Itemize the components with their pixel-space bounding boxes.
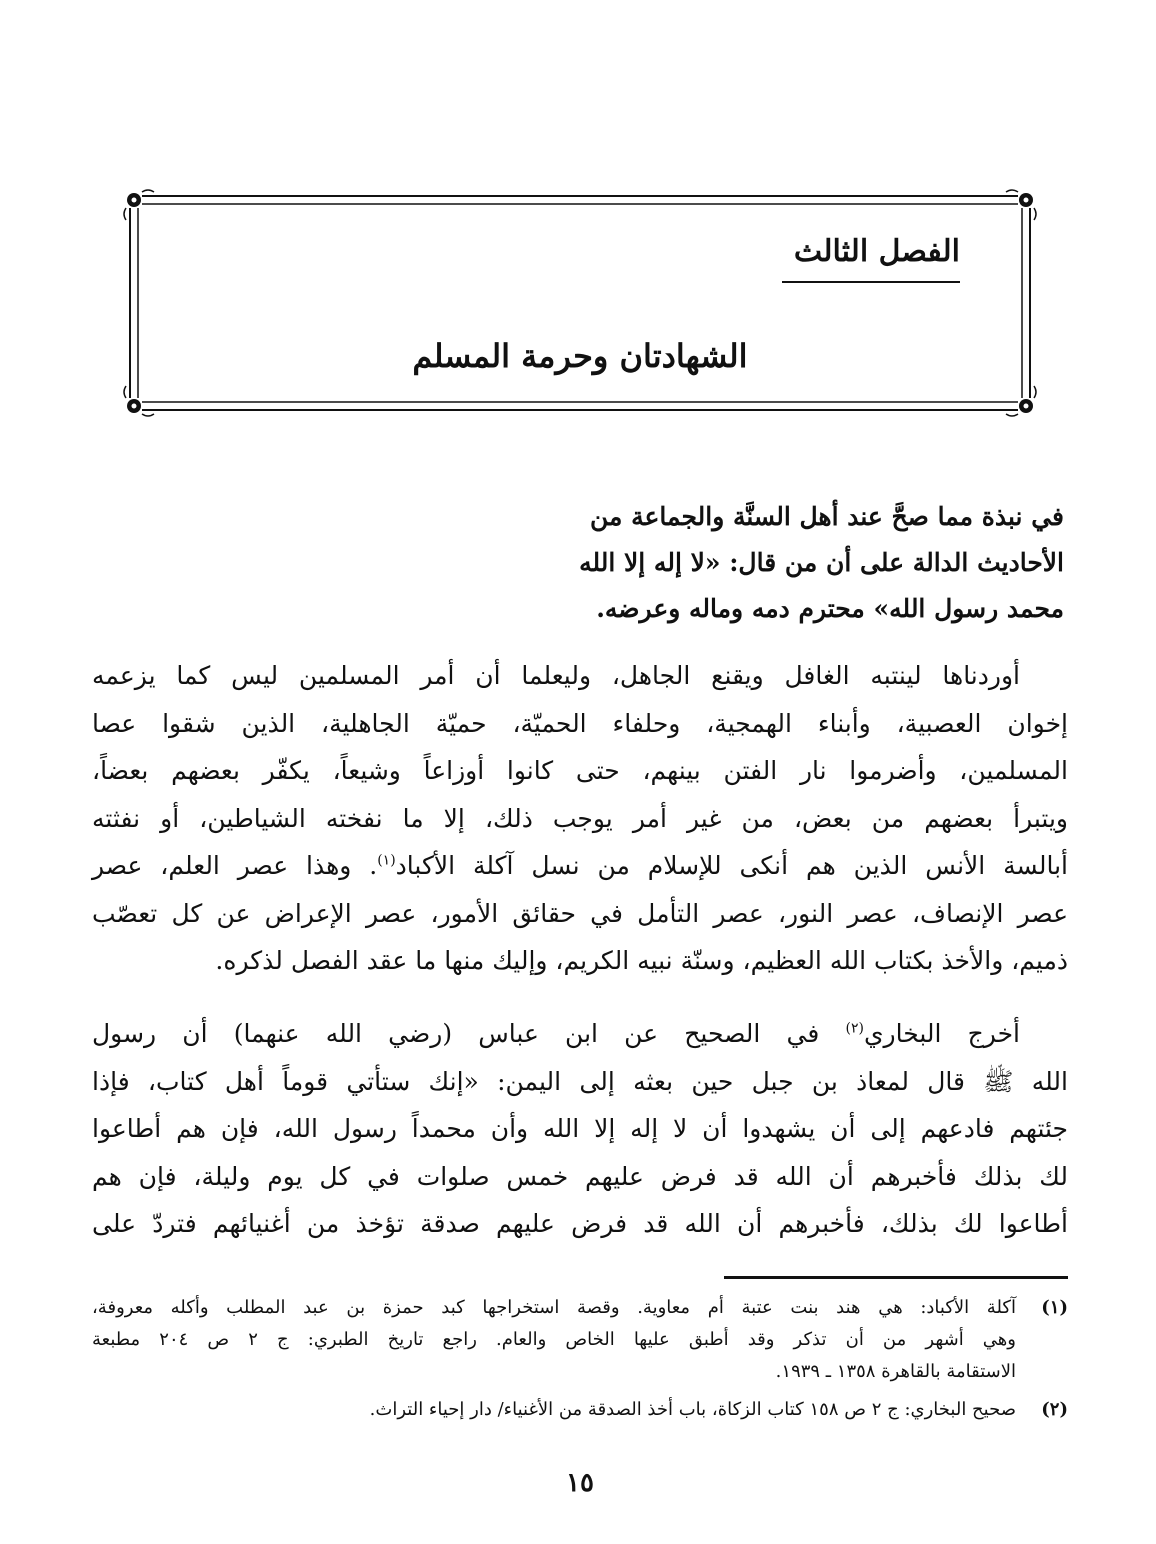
paragraph-line: إخوان العصبية، وأبناء الهمجية، وحلفاء الحميّة، حميّة الجاهلية، الذين شقوا عصا <box>92 708 1068 738</box>
intro-line: محمد رسول الله» محترم دمه وماله وعرضه. <box>596 594 1064 623</box>
chapter-label-underline <box>782 281 960 283</box>
paragraph-text: . وهذا عصر العلم، عصر <box>92 851 378 880</box>
paragraph-line: أوردناها لينتبه الغافل ويقنع الجاهل، وليعلما أن أمر المسلمين ليس كما يزعمه <box>92 661 1020 690</box>
paragraph-text: في الصحيح عن ابن عباس (رضي الله عنهما) أن رسول <box>92 1019 846 1048</box>
paragraph-text: أبالسة الأنس الذين هم أنكى للإسلام من نسل آكلة الأكباد <box>395 851 1068 880</box>
paragraph-line <box>92 1010 1068 1058</box>
paragraph-line: ويتبرأ بعضهم من بعض، من غير أمر يوجب ذلك، إلا ما نفخته الشياطين، أو نفثته <box>92 803 1068 833</box>
paragraph-line: لك بذلك فأخبرهم أن الله قد فرض عليهم خمس صلوات في كل يوم وليلة، فإن هم <box>92 1161 1068 1191</box>
paragraph-line: ذميم، والأخذ بكتاب الله العظيم، وسنّة نبيه الكريم، وإليك منها ما عقد الفصل لذكره. <box>215 946 1068 975</box>
footnote-separator <box>724 1276 1068 1279</box>
footnote-1 <box>92 1292 1068 1388</box>
intro-line: الأحاديث الدالة على أن من قال: «لا إله إلا الله <box>579 548 1064 577</box>
paragraph-line: جئتهم فادعهم إلى أن يشهدوا أن لا إله إلا الله وأن محمداً رسول الله، فإن هم أطاعوا <box>92 1114 1068 1143</box>
footnote-line: الاستقامة بالقاهرة ١٣٥٨ ـ ١٩٣٩. <box>775 1361 1016 1382</box>
ornamental-border-icon <box>122 188 1038 418</box>
paragraph-line <box>92 842 1068 890</box>
intro-heading <box>540 494 1064 632</box>
footnote-number: (١) <box>1041 1297 1068 1318</box>
footnote-line: آكلة الأكباد: هي هند بنت عتبة أم معاوية. وقصة استخراجها كبد حمزة بن عبد المطلب وأكله معروفة، <box>92 1297 1016 1318</box>
footnote-ref-2[interactable]: (٢) <box>845 1020 864 1037</box>
paragraph-2 <box>92 1010 1068 1248</box>
chapter-title: الشهادتان وحرمة المسلم <box>412 337 748 375</box>
footnote-ref-1[interactable]: (١) <box>377 852 396 869</box>
chapter-frame <box>122 188 1038 418</box>
paragraph-text: أخرج البخاري <box>863 1019 1021 1048</box>
paragraph-line: عصر الإنصاف، عصر النور، عصر التأمل في حقائق الأمور، عصر الإعراض عن كل تعصّب <box>92 898 1068 928</box>
page-number: ١٥ <box>566 1468 594 1498</box>
paragraph-line: أطاعوا لك بذلك، فأخبرهم أن الله قد فرض عليهم صدقة تؤخذ من أغنيائهم فتردّ على <box>92 1209 1068 1238</box>
footnote-number: (٢) <box>1041 1399 1068 1420</box>
chapter-label: الفصل الثالث <box>793 234 960 269</box>
footnote-line: وهي أشهر من أن تذكر وقد أطبق عليها الخاص والعام. راجع تاريخ الطبري: ج ٢ ص ٢٠٤ مطبعة <box>92 1329 1016 1350</box>
paragraph-line: الله ﷺ قال لمعاذ بن جبل حين بعثه إلى اليمن: «إنك ستأتي قوماً أهل كتاب، فإذا <box>92 1066 1068 1096</box>
intro-line: في نبذة مما صحَّ عند أهل السنَّة والجماعة من <box>589 502 1064 531</box>
paragraph-1 <box>92 652 1068 985</box>
footnote-2 <box>92 1394 1068 1426</box>
footnotes <box>92 1292 1068 1432</box>
footnote-line: صحيح البخاري: ج ٢ ص ١٥٨ كتاب الزكاة، باب أخذ الصدقة من الأغنياء/ دار إحياء التراث. <box>369 1399 1016 1420</box>
paragraph-line: المسلمين، وأضرموا نار الفتن بينهم، حتى كانوا أوزاعاً وشيعاً، يكفّر بعضهم بعضاً، <box>92 756 1068 785</box>
